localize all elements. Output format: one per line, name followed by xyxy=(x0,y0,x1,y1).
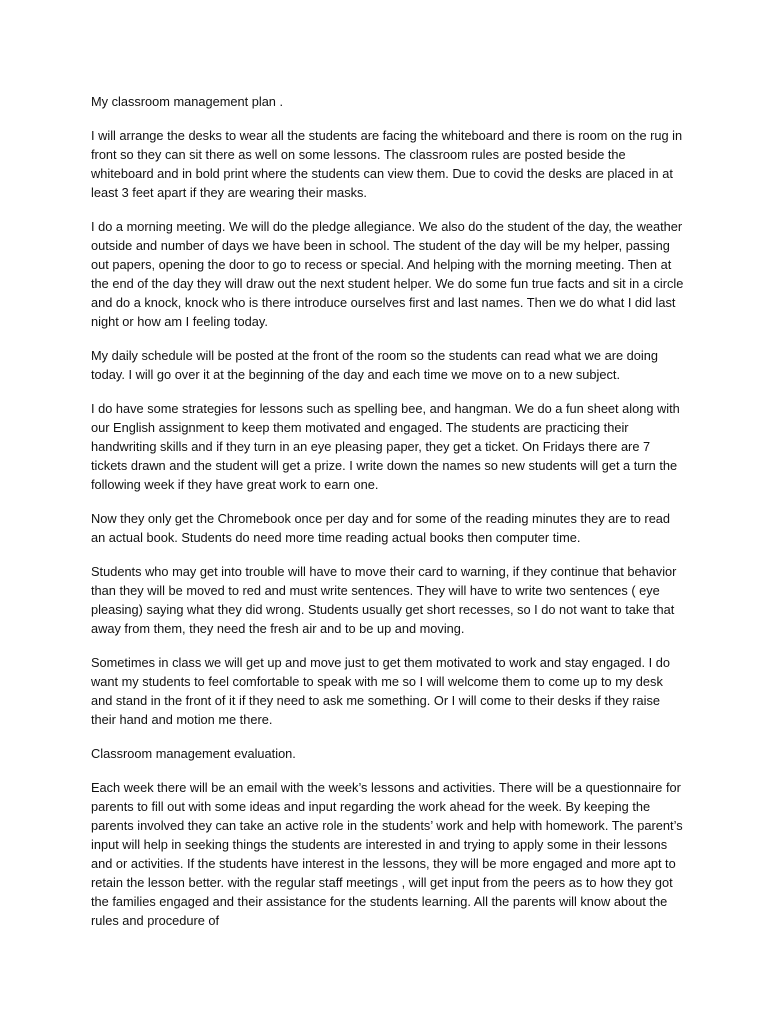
paragraph-lesson-strategies: I do have some strategies for lessons such as spelling bee, and hangman. We do a fun sheet along with our English assignment to keep them motivated and engaged. The students are practicing their handwriting skills and if they turn in an eye pleasing paper, they get a ticket. On Fridays there are 7 tickets drawn and the student will get a prize. I write down the names so new students will get a turn the following week if they have great work to earn one. xyxy=(91,401,680,492)
paragraph-daily-schedule: My daily schedule will be posted at the front of the room so the students can read what we are doing today. I will go over it at the beginning of the day and each time we move on to a new subject. xyxy=(91,348,658,382)
paragraph-classroom-layout: I will arrange the desks to wear all the students are facing the whiteboard and there is room on the rug in front so they can sit there as well on some lessons. The classroom rules are posted beside the whiteboard and in bold print where the students can view them. Due to covid the desks are placed in at least 3 feet apart if they are wearing their masks. xyxy=(91,128,683,200)
document-title: My classroom management plan . xyxy=(91,94,284,109)
paragraph-behavior: Students who may get into trouble will have to move their card to warning, if they continue that behavior than they will be moved to red and must write sentences. They will have to write two sentences ( eye pleasing) saying what they did wrong. Students usually get short recesses, so I do not want to take that away from them, they need the fresh air and to be up and moving. xyxy=(91,564,677,636)
document-body xyxy=(91,92,687,945)
section-heading-evaluation: Classroom management evaluation. xyxy=(91,746,296,761)
paragraph-parent-communication: Each week there will be an email with the week’s lessons and activities. There will be a questionnaire for parents to fill out with some ideas and input regarding the work ahead for the week. By keeping the parents involved they can take an active role in the students’ work and help with homework. The parent’s input will help in seeking things the students are interested in and trying to apply some in their lessons and or activities. If the students have interest in the lessons, they will be more engaged and more apt to retain the lesson better. with the regular staff meetings , will get input from the peers as to how they got the families engaged and their assistance for the students learning. All the parents will know about the rules and procedure of xyxy=(91,780,683,928)
paragraph-chromebook: Now they only get the Chromebook once per day and for some of the reading minutes they are to read an actual book. Students do need more time reading actual books then computer time. xyxy=(91,511,671,545)
paragraph-movement: Sometimes in class we will get up and move just to get them motivated to work and stay engaged. I do want my students to feel comfortable to speak with me so I will welcome them to come up to my desk and stand in the front of it if they need to ask me something. Or I will come to their desks if they raise their hand and motion me there. xyxy=(91,655,671,727)
paragraph-morning-meeting: I do a morning meeting. We will do the pledge allegiance. We also do the student of the day, the weather outside and number of days we have been in school. The student of the day will be my helper, passing out papers, opening the door to go to recess or special. And helping with the morning meeting. Then at the end of the day they will draw out the next student helper. We do some fun true facts and sit in a circle and do a knock, knock who is there introduce ourselves first and last names. Then we do what I did last night or how am I feeling today. xyxy=(91,219,684,329)
